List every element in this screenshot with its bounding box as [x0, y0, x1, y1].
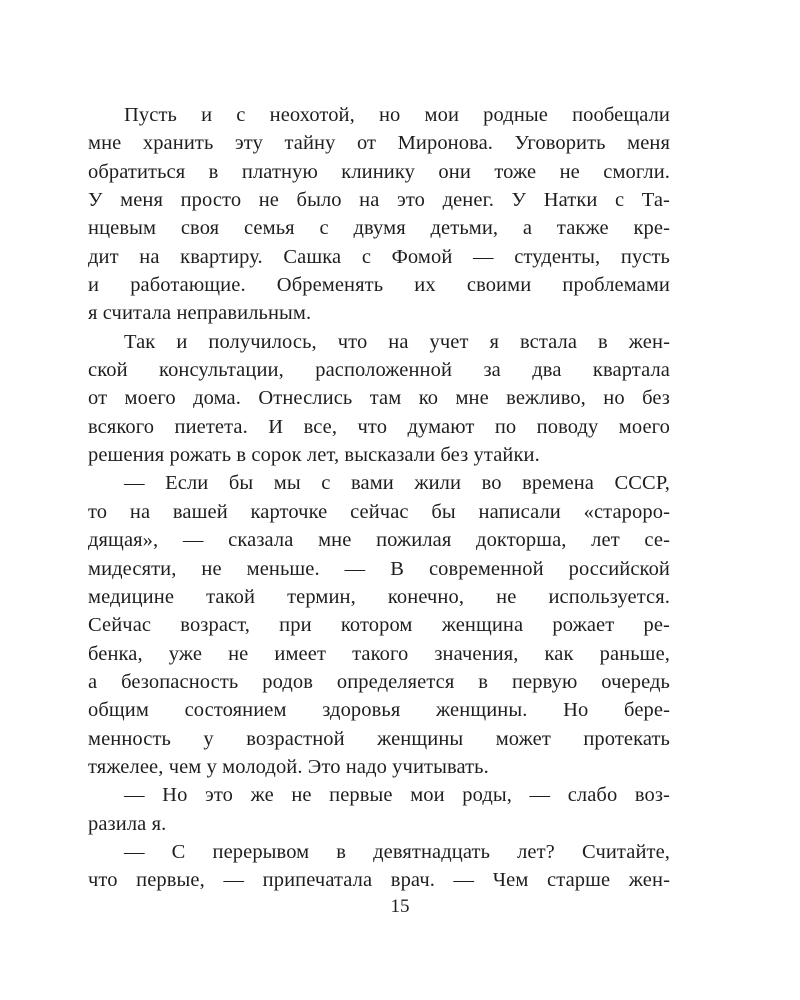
text-line: тяжелее, чем у молодой. Это надо учитывать.: [88, 755, 489, 778]
text-line: то на вашей карточке сейчас бы написали «староро-: [88, 500, 670, 523]
text-line: что первые, — припечатала врач. — Чем старше жен-: [88, 869, 670, 892]
text-line: Пусть и с неохотой, но мои родные пообещали: [124, 104, 670, 126]
paragraph: [88, 838, 670, 895]
text-line: я считала неправильным.: [88, 302, 312, 325]
text-line: — Если бы мы с вами жили во времена СССР,: [124, 472, 670, 495]
text-line: ской консультации, расположенной за два квартала: [88, 359, 670, 382]
text-line: нцевым своя семья с двумя детьми, а также кре-: [88, 217, 670, 240]
paragraph: [88, 781, 670, 838]
text-line: всякого пиетета. И все, что думают по поводу моего: [88, 415, 670, 438]
paragraph: [88, 469, 670, 781]
text-line: Сейчас возраст, при котором женщина рожает ре-: [88, 614, 670, 637]
text-line: Так и получилось, что на учет я встала в жен-: [124, 330, 670, 353]
text-line: У меня просто не было на это денег. У Натки с Та-: [88, 189, 670, 212]
text-line: решения рожать в сорок лет, высказали без утайки.: [88, 444, 540, 467]
text-line: дящая», — сказала мне пожилая докторша, лет се-: [88, 529, 670, 552]
text-line: общим состоянием здоровья женщины. Но бере-: [88, 699, 670, 722]
text-line: разила я.: [88, 812, 167, 835]
page-number: 15: [390, 896, 410, 917]
body-text: [88, 101, 670, 895]
text-line: а безопасность родов определяется в первую очередь: [88, 670, 670, 693]
paragraph: [88, 328, 670, 470]
text-line: — Но это же не первые мои роды, — слабо воз-: [124, 784, 670, 807]
text-line: менность у возрастной женщины может протекать: [88, 727, 670, 750]
text-line: от моего дома. Отнеслись там ко мне вежливо, но без: [88, 387, 670, 410]
text-line: дит на квартиру. Сашка с Фомой — студенты, пусть: [88, 245, 670, 268]
text-line: бенка, уже не имеет такого значения, как раньше,: [88, 642, 670, 665]
paragraph: [88, 101, 670, 328]
text-line: и работающие. Обременять их своими проблемами: [88, 274, 670, 297]
text-line: мне хранить эту тайну от Миронова. Уговорить меня: [88, 132, 670, 155]
text-line: обратиться в платную клинику они тоже не смогли.: [88, 160, 670, 183]
text-line: медицине такой термин, конечно, не используется.: [88, 585, 670, 608]
text-line: мидесяти, не меньше. — В современной российской: [88, 557, 670, 580]
text-line: — С перерывом в девятнадцать лет? Считайте,: [124, 840, 670, 863]
